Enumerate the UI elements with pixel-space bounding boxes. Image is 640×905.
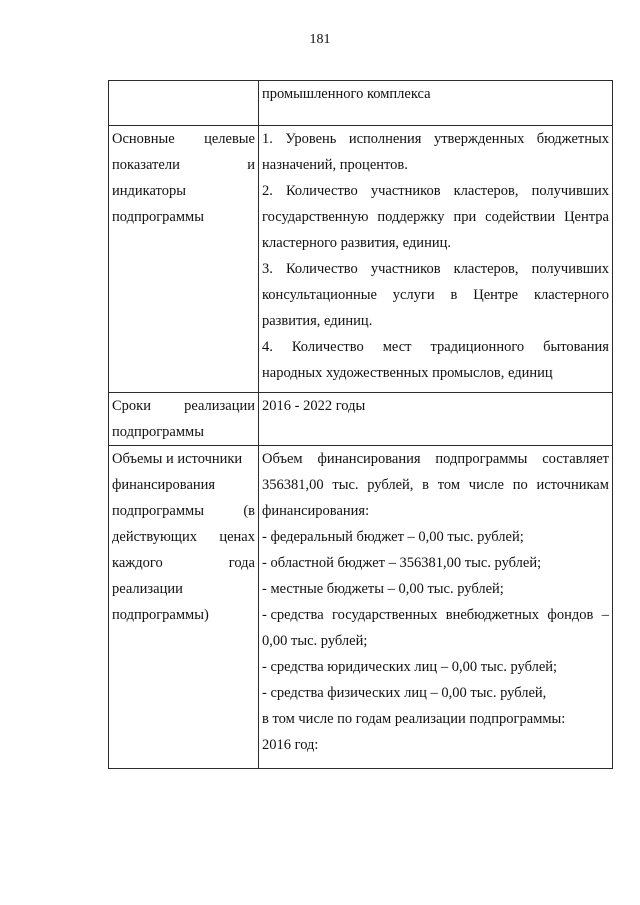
label-line: подпрограммы	[112, 424, 204, 440]
label-line: финансирования	[112, 477, 216, 493]
word: исполнения	[348, 131, 422, 147]
word: 3.	[262, 261, 273, 277]
content-cell	[259, 446, 613, 769]
content-line: промышленного комплекса	[262, 86, 431, 102]
word: тыс.	[332, 477, 359, 493]
content-line: финансирования:	[262, 503, 370, 519]
word: - средства	[262, 607, 324, 623]
word: в	[422, 477, 430, 493]
page-number: 181	[309, 32, 331, 47]
content-line	[262, 602, 609, 628]
indicator-item	[262, 126, 609, 178]
label-line: Объемы и источники	[112, 451, 243, 467]
content-cell	[259, 393, 613, 446]
content-line	[262, 446, 609, 472]
word: показатели	[112, 157, 180, 173]
label-cell	[109, 126, 259, 393]
label-line	[112, 524, 255, 550]
label-line: реализации	[112, 581, 183, 597]
table-row	[109, 393, 613, 446]
word: Количество	[285, 261, 358, 277]
word: Количество	[285, 183, 358, 199]
label-line: подпрограммы	[112, 209, 204, 225]
word: (в	[243, 503, 255, 519]
content-cell	[259, 126, 613, 393]
word: Количество	[291, 339, 364, 355]
word: и	[247, 157, 255, 173]
content-line: 2016 - 2022 годы	[262, 398, 366, 414]
word: целевые	[204, 131, 255, 147]
word: кластеров,	[453, 261, 519, 277]
word: 4.	[262, 339, 273, 355]
word: составляет	[542, 451, 609, 467]
content-cell	[259, 81, 613, 126]
word: кластерного	[533, 287, 609, 303]
content-line	[262, 126, 609, 152]
table-row	[109, 446, 613, 769]
word: Объем	[262, 451, 303, 467]
content-line: 2016 год:	[262, 737, 319, 753]
word: внебюджетных	[445, 607, 540, 623]
content-line	[262, 256, 609, 282]
word: участников	[370, 183, 441, 199]
word: Сроки	[112, 398, 151, 414]
word: –	[601, 607, 609, 623]
word: подпрограммы	[112, 503, 204, 519]
content-line: - средства юридических лиц – 0,00 тыс. рублей;	[262, 659, 558, 675]
word: бытования	[543, 339, 609, 355]
content-line: 0,00 тыс. рублей;	[262, 633, 368, 649]
content-line: - местные бюджеты – 0,00 тыс. рублей;	[262, 581, 504, 597]
word: государственных	[332, 607, 438, 623]
word: Центра	[564, 209, 609, 225]
word: бюджетных	[536, 131, 609, 147]
word: каждого	[112, 555, 163, 571]
word: государственную	[262, 209, 369, 225]
word: том	[437, 477, 461, 493]
word: участников	[370, 261, 441, 277]
label-line	[112, 550, 255, 576]
word: рублей,	[367, 477, 414, 493]
word: Центре	[473, 287, 519, 303]
word: кластеров,	[453, 183, 519, 199]
word: подпрограммы	[435, 451, 528, 467]
word: 2.	[262, 183, 273, 199]
label-line	[112, 152, 255, 178]
label-line	[112, 498, 255, 524]
label-line: подпрограммы)	[112, 607, 209, 623]
word: услуги	[392, 287, 435, 303]
indicator-item	[262, 178, 609, 256]
word: Основные	[112, 131, 175, 147]
subprogram-passport-table	[108, 80, 613, 769]
word: консультационные	[262, 287, 377, 303]
label-line	[112, 126, 255, 152]
word: традиционного	[430, 339, 525, 355]
word: поддержку	[377, 209, 445, 225]
label-line: индикаторы	[112, 183, 186, 199]
word: по	[512, 477, 528, 493]
word: мест	[382, 339, 412, 355]
label-cell	[109, 81, 259, 126]
word: 1.	[262, 131, 273, 147]
word: при	[453, 209, 477, 225]
content-line	[262, 204, 609, 230]
content-line: развития, единиц.	[262, 313, 373, 329]
content-line: - средства физических лиц – 0,00 тыс. рублей,	[262, 685, 547, 701]
content-line: назначений, процентов.	[262, 157, 408, 173]
word: получивших	[531, 261, 609, 277]
content-line: народных художественных промыслов, единиц	[262, 365, 553, 381]
word: года	[228, 555, 255, 571]
content-line: кластерного развития, единиц.	[262, 235, 451, 251]
content-line	[262, 334, 609, 360]
table-row	[109, 81, 613, 126]
word: фондов	[547, 607, 594, 623]
word: получивших	[531, 183, 609, 199]
word: Уровень	[285, 131, 337, 147]
indicator-item	[262, 256, 609, 334]
content-line	[262, 282, 609, 308]
content-line: - федеральный бюджет – 0,00 тыс. рублей;	[262, 529, 524, 545]
word: в	[450, 287, 458, 303]
word: действующих	[112, 529, 197, 545]
word: содействии	[485, 209, 556, 225]
word: финансирования	[317, 451, 421, 467]
content-line	[262, 178, 609, 204]
label-cell	[109, 446, 259, 769]
content-line: в том числе по годам реализации подпрограммы:	[262, 711, 566, 727]
indicator-item	[262, 334, 609, 386]
word: числе	[468, 477, 504, 493]
content-line	[262, 472, 609, 498]
word: ценах	[219, 529, 255, 545]
word: источникам	[536, 477, 609, 493]
table-row	[109, 126, 613, 393]
word: утвержденных	[433, 131, 525, 147]
content-line: - областной бюджет – 356381,00 тыс. рублей;	[262, 555, 542, 571]
label-cell	[109, 393, 259, 446]
word: 356381,00	[262, 477, 324, 493]
word: реализации	[184, 398, 255, 414]
label-line	[112, 393, 255, 419]
